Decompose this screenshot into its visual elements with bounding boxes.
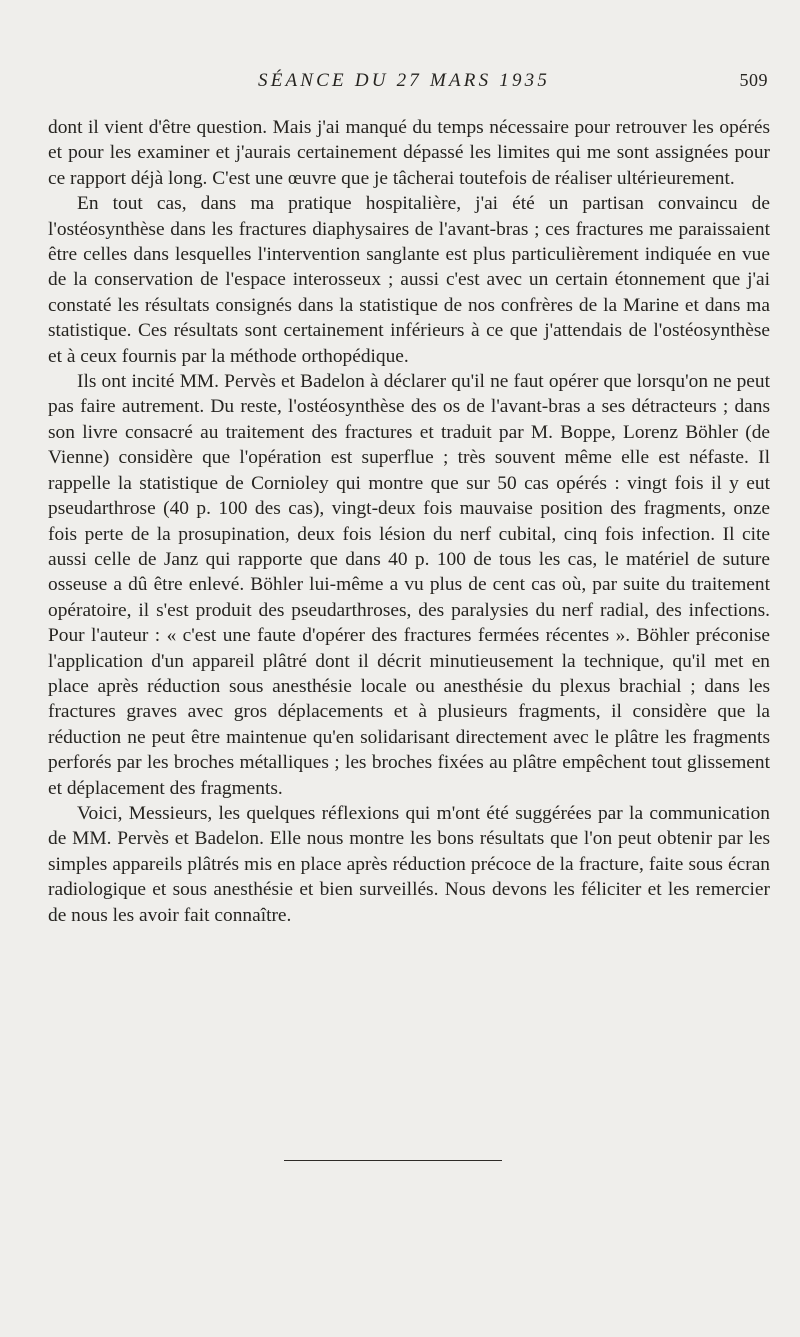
paragraph-bohler-statistics: Ils ont incité MM. Pervès et Badelon à déclarer qu'il ne faut opérer que lorsqu'on ne peut pas faire autrement. Du reste, l'ostéosynthèse des os de l'avant-bras a ses détracteurs ; dans son livre consacré au traitement des fractures et traduit par M. Boppe, Lorenz Böhler (de Vienne) considère que l'opération est superflue ; très souvent même elle est néfaste. Il rappelle la statistique de Cornioley qui montre que sur 50 cas opérés : vingt fois il y eut pseudarthrose (40 p. 100 des cas), vingt-deux fois mauvaise position des fragments, onze fois perte de la prosupination, deux fois lésion du nerf cubital, cinq fois infection. Il cite aussi celle de Janz qui rapporte que dans 40 p. 100 de tous les cas, le matériel de suture osseuse a dû être enlevé. Böhler lui-même a vu plus de cent cas où, par suite du traitement opératoire, il s'est produit des pseudarthroses, des paralysies du nerf radial, des infections. Pour l'auteur : « c'est une faute d'opérer des fractures fermées récentes ». Böhler préconise l'application d'un appareil plâtré dont il décrit minutieusement la technique, qu'il met en place après réduction sous anesthésie locale ou anesthésie du plexus brachial ; dans les fractures graves avec gros déplacements et à plusieurs fragments, il considère que la réduction ne peut être maintenue qu'en solidarisant directement avec le plâtre les fragments perforés par les broches métalliques ; les broches fixées au plâtre empêchent tout glissement et déplacement des fragments. xyxy=(48,371,770,799)
paragraph-conclusion: Voici, Messieurs, les quelques réflexions qui m'ont été suggérées par la communication de MM. Pervès et Badelon. Elle nous montre les bons résultats que l'on peut obtenir par les simples appareils plâtrés mis en place après réduction précoce de la fracture, faite sous écran radiologique et sous anesthésie et bien surveillés. Nous devons les féliciter et les remercier de nous les avoir fait connaître. xyxy=(48,802,770,926)
paragraph-osteosynthesis-practice: En tout cas, dans ma pratique hospitalière, j'ai été un partisan convaincu de l'ostéosynthèse dans les fractures diaphysaires de l'avant-bras ; ces fractures me paraissaient être celles dans lesquelles l'intervention sanglante est plus particulièrement indiquée en vue de la conservation de l'espace interosseux ; aussi c'est avec un certain étonnement que j'ai constaté les résultats consignés dans la statistique de nos confrères de la Marine et dans ma statistique. Ces résultats sont certainement inférieurs à ce que j'attendais de l'ostéosynthèse et à ceux fournis par la méthode orthopédique. xyxy=(48,193,770,367)
body-text xyxy=(48,115,770,928)
closing-rule xyxy=(284,1160,502,1161)
page-number: 509 xyxy=(739,70,768,90)
paragraph-continuation: dont il vient d'être question. Mais j'ai manqué du temps nécessaire pour retrouver les opérés et pour les examiner et j'aurais certainement dépassé les limites qui me sont assignées pour ce rapport déjà long. C'est une œuvre que je tâcherai toutefois de réaliser ultérieurement. xyxy=(48,117,770,189)
running-title: SÉANCE DU 27 MARS 1935 xyxy=(258,70,551,91)
running-head xyxy=(0,70,800,96)
